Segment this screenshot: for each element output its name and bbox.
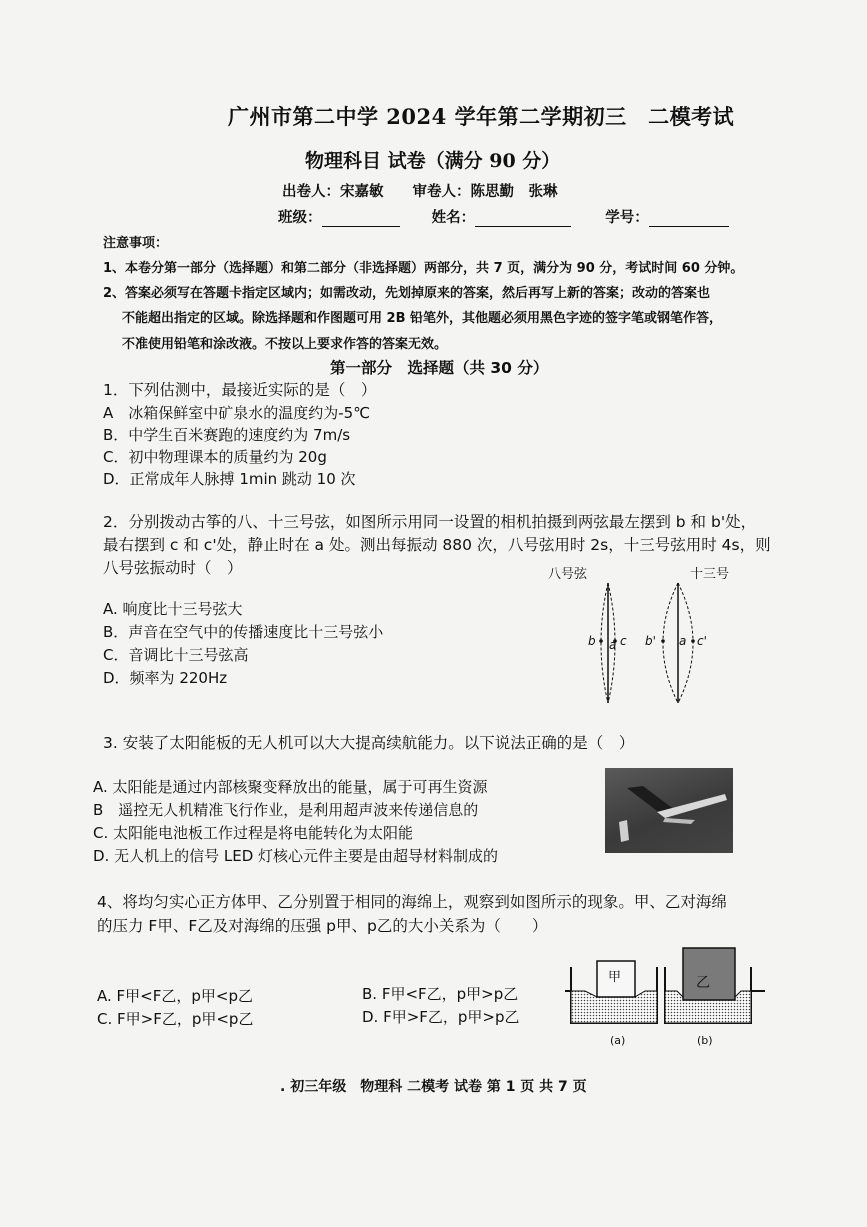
q2-option-d: D．频率为 220Hz	[103, 669, 228, 687]
q1-option-c: C．初中物理课本的质量约为 20g	[103, 448, 327, 466]
q3-option-b: B 遥控无人机精准飞行作业，是利用超声波来传递信息的	[93, 801, 479, 819]
q2-option-b: B．声音在空气中的传播速度比十三号弦小	[103, 623, 384, 641]
q2-line-3: 八号弦振动时（ ）	[103, 559, 243, 577]
q4-option-a: A. F甲<F乙，p甲<p乙	[97, 987, 253, 1005]
name-label: 姓名：	[431, 210, 476, 226]
q4-option-d: D. F甲>F乙，p甲>p乙	[362, 1008, 520, 1026]
label-c: c	[620, 634, 627, 648]
section-1-heading: 第一部分 选择题（共 30 分）	[330, 359, 549, 377]
q1-option-a: A 冰箱保鲜室中矿泉水的温度约为-5℃	[103, 404, 371, 422]
q4-option-c: C. F甲>F乙，p甲<p乙	[97, 1010, 254, 1028]
exam-subtitle: 物理科目 试卷（满分 90 分）	[305, 150, 561, 172]
page-footer: . 初三年级 物理科 二模考 试卷 第 1 页 共 7 页	[280, 1079, 587, 1095]
q3-option-c: C. 太阳能电池板工作过程是将电能转化为太阳能	[93, 824, 414, 842]
notice-line-1: 1、本卷分第一部分（选择题）和第二部分（非选择题）两部分，共 7 页，满分为 90 分，考试时间 60 分钟。	[103, 261, 744, 276]
student-info-line	[278, 206, 729, 227]
q1-option-b: B．中学生百米赛跑的速度约为 7m/s	[103, 426, 351, 444]
block-jia-label: 甲	[608, 970, 622, 985]
q3-option-d: D. 无人机上的信号 LED 灯核心元件主要是由超导材料制成的	[93, 847, 499, 865]
string-13-label: 十三号	[690, 567, 730, 582]
notice-line-2: 2、答案必须写在答题卡指定区域内；如需改动，先划掉原来的答案，然后再写上新的答案；改动的答案也	[103, 286, 711, 301]
label-b: b	[588, 634, 596, 648]
label-a: a	[609, 638, 617, 652]
class-blank	[322, 212, 400, 227]
q3-stem: 3. 安装了太阳能板的无人机可以大大提高续航能力。以下说法正确的是（ ）	[103, 734, 635, 752]
q4-option-b: B. F甲<F乙，p甲>p乙	[362, 985, 519, 1003]
block-yi-label: 乙	[696, 975, 710, 991]
string-8-label: 八号弦	[548, 567, 588, 582]
q2-option-c: C．音调比十三号弦高	[103, 646, 249, 664]
q1-option-d: D．正常成年人脉搏 1min 跳动 10 次	[103, 470, 356, 488]
q2-line-2: 最右摆到 c 和 c'处，静止时在 a 处。测出每振动 880 次，八号弦用时 2s，十三号弦用时 4s，则	[103, 536, 771, 554]
label-a-prime: a	[679, 634, 687, 648]
notice-heading: 注意事项：	[103, 236, 169, 251]
sponge-figure	[565, 945, 770, 1030]
drone-icon	[605, 768, 733, 853]
q4-line-1: 4、将均匀实心正方体甲、乙分别置于相同的海绵上，观察到如图所示的现象。甲、乙对海绵	[97, 893, 727, 911]
label-b-prime: b'	[645, 634, 656, 648]
q2-line-1: 2．分别拨动古筝的八、十三号弦，如图所示用同一设置的相机拍摄到两弦最左摆到 b 和 b'处，	[103, 513, 757, 531]
q2-option-a: A. 响度比十三号弦大	[103, 600, 243, 618]
exam-title: 广州市第二中学 2024 学年第二学期初三 二模考试	[228, 104, 735, 129]
caption-b: (b)	[697, 1034, 713, 1047]
label-c-prime: c'	[697, 634, 707, 648]
authors-line: 出卷人：宋嘉敏 审卷人：陈思勤 张琳	[282, 184, 558, 200]
q1-stem: 1．下列估测中，最接近实际的是（ ）	[103, 381, 377, 399]
id-label: 学号：	[605, 210, 649, 226]
notice-line-3: 不能超出指定的区域。除选择题和作图题可用 2B 铅笔外，其他题必须用黑色字迹的签字笔或钢笔作答，	[122, 311, 723, 326]
caption-a: (a)	[610, 1034, 626, 1047]
name-blank	[475, 212, 571, 227]
id-blank	[649, 212, 729, 227]
class-label: 班级：	[278, 210, 322, 226]
q3-option-a: A. 太阳能是通过内部核聚变释放出的能量，属于可再生资源	[93, 778, 488, 796]
drone-photo	[605, 768, 733, 853]
q4-line-2: 的压力 F甲、F乙及对海绵的压强 p甲、p乙的大小关系为（ ）	[97, 917, 548, 935]
notice-line-4: 不准使用铅笔和涂改液。不按以上要求作答的答案无效。	[122, 337, 448, 352]
